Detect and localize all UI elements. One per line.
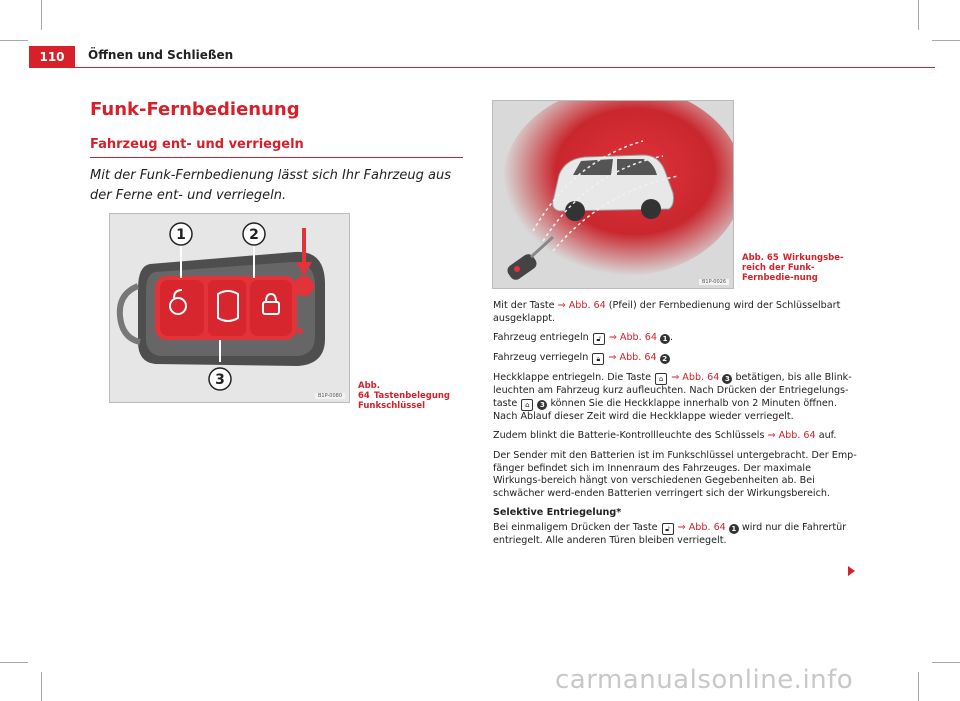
figure-ref-link[interactable]: ⇒ Abb. 64 bbox=[608, 332, 657, 344]
callout-badge: 3 bbox=[537, 400, 547, 410]
text: können Sie die Heckklappe innerhalb von 2 Minuten öffnen. Nach Ablauf dieser Zeit wird die Heckklappe wieder verriegelt. bbox=[493, 397, 837, 422]
text: Fahrzeug verriegeln bbox=[493, 352, 592, 364]
section-subtitle: Fahrzeug ent- und verriegeln bbox=[90, 137, 304, 152]
paragraph-selective bbox=[493, 522, 858, 548]
callout-3: 3 bbox=[215, 372, 225, 388]
header-rule bbox=[75, 67, 935, 68]
figure-ref-link[interactable]: ⇒ Abb. 64 bbox=[608, 352, 657, 364]
text: . bbox=[670, 332, 674, 344]
paragraph-fold-key bbox=[493, 300, 858, 325]
callout-badge: 1 bbox=[660, 334, 670, 344]
text: Bei einmaligem Drücken der Taste bbox=[493, 521, 661, 533]
figure-ref-link[interactable]: ⇒ Abb. 64 bbox=[557, 300, 606, 311]
figure-64-caption-number: Abb. 64 bbox=[358, 381, 380, 401]
body-text bbox=[493, 300, 858, 555]
figure-65-code: B1P-0026 bbox=[699, 279, 729, 285]
text: Mit der Taste bbox=[493, 300, 558, 311]
next-page-arrow-icon[interactable] bbox=[848, 566, 855, 576]
crop-mark bbox=[918, 672, 919, 701]
figure-65-caption-text: Wirkungsbe-reich der Funk-Fernbedie-nung bbox=[742, 253, 844, 283]
crop-mark bbox=[0, 40, 28, 41]
text: betätigen, bis alle Blink-leuchten am Fahrzeug kurz aufleuchten. Nach Drücken der Entriegelungs-taste bbox=[493, 372, 852, 409]
paragraph-trunk bbox=[493, 372, 858, 423]
text: Zudem blinkt die Batterie-Kontrollleuchte des Schlüssels bbox=[493, 430, 768, 442]
figure-64-caption bbox=[358, 381, 466, 411]
callout-badge: 1 bbox=[729, 524, 739, 534]
crop-mark bbox=[0, 662, 28, 663]
callout-2: 2 bbox=[249, 227, 259, 243]
selective-unlock-heading: Selektive Entriegelung* bbox=[493, 507, 622, 519]
paragraph-lock bbox=[493, 352, 858, 365]
figure-65-caption bbox=[742, 253, 852, 283]
running-header-title: Öffnen und Schließen bbox=[88, 48, 234, 62]
figure-65-range bbox=[492, 100, 734, 289]
crop-mark bbox=[41, 672, 42, 701]
paragraph-battery bbox=[493, 430, 858, 443]
page-number: 110 bbox=[39, 50, 65, 64]
key-illustration bbox=[110, 214, 349, 402]
crop-mark bbox=[41, 0, 42, 30]
text: auf. bbox=[815, 430, 837, 442]
figure-64-code: B1P-0080 bbox=[315, 393, 345, 399]
figure-ref-link[interactable]: ⇒ Abb. 64 bbox=[677, 521, 726, 533]
text: Fahrzeug entriegeln bbox=[493, 332, 592, 344]
text: Heckklappe entriegeln. Die Taste bbox=[493, 372, 655, 384]
paragraph-unlock bbox=[493, 332, 858, 345]
callout-1: 1 bbox=[176, 227, 186, 243]
crop-mark bbox=[932, 40, 960, 41]
trunk-key-icon: ⌂ bbox=[521, 399, 533, 411]
crop-mark bbox=[918, 0, 919, 30]
unlock-key-icon: 🔓︎ bbox=[593, 333, 605, 345]
figure-ref-link[interactable]: ⇒ Abb. 64 bbox=[767, 430, 816, 442]
callout-badge: 3 bbox=[722, 374, 732, 384]
figure-64-key-buttons bbox=[109, 213, 350, 403]
paragraph-transmitter: Der Sender mit den Batterien ist im Funkschlüssel untergebracht. Der Emp-fänger befindet sich im Innenraum des Fahrzeuges. Der maximale Wirkungs-bereich hängt von verschiedenen Gegebenheiten ab. Bei schwächer werd-enden Batterien verringert sich der Wirkungsbereich. bbox=[493, 449, 857, 499]
lock-key-icon: 🔒︎ bbox=[592, 353, 604, 365]
range-illustration bbox=[493, 101, 733, 288]
crop-mark bbox=[932, 662, 960, 663]
figure-64-caption-text: Tastenbelegung Funkschlüssel bbox=[358, 391, 451, 411]
figure-65-caption-number: Abb. 65 bbox=[742, 253, 779, 263]
text: (Pfeil) der Fernbedienung wird der Schlüsselbart ausgeklappt. bbox=[493, 300, 841, 324]
callout-badge: 2 bbox=[660, 354, 670, 364]
unlock-key-icon: 🔓︎ bbox=[662, 523, 674, 535]
watermark: carmanualsonline.info bbox=[555, 665, 854, 695]
section-title: Funk-Fernbedienung bbox=[90, 99, 300, 120]
figure-ref-link[interactable]: ⇒ Abb. 64 bbox=[671, 372, 720, 384]
intro-text: Mit der Funk-Fernbedienung lässt sich Ihr Fahrzeug aus der Ferne ent- und verriegeln. bbox=[90, 168, 451, 203]
text: wird nur die Fahrertür entriegelt. Alle anderen Türen bleiben verriegelt. bbox=[493, 521, 847, 546]
trunk-key-icon: ⌂ bbox=[655, 373, 667, 385]
subtitle-rule bbox=[90, 157, 463, 158]
